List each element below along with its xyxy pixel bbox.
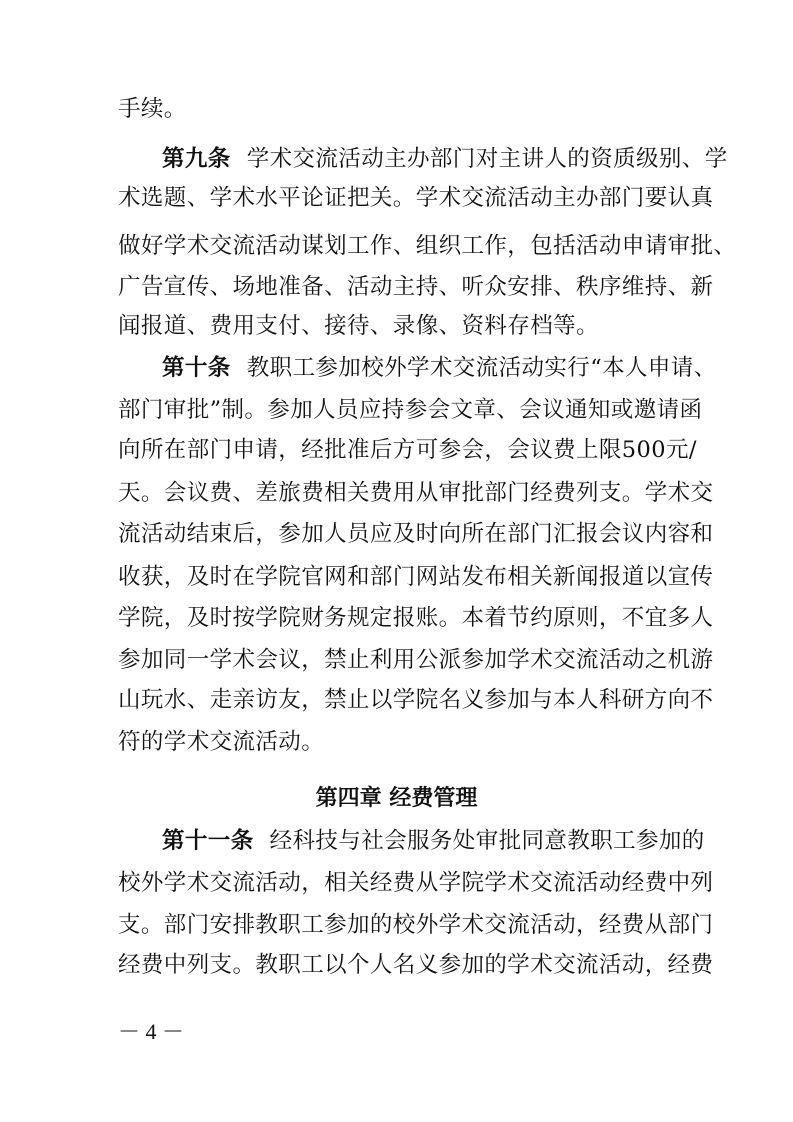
paragraph-line: 广告宣传、场地准备、活动主持、听众安排、秩序维持、新 [118,274,714,300]
article-10-heading: 第十条 [162,355,231,381]
paragraph-line: 教职工参加校外学术交流活动实行“本人申请、 [246,355,717,381]
paragraph-line: 闻报道、费用支付、接待、录像、资料存档等。 [118,313,599,339]
article-9-heading: 第九条 [162,146,231,172]
paragraph-line: 流活动结束后，参加人员应及时向所在部门汇报会议内容和 [118,521,714,547]
paragraph-line: 山玩水、走亲访友，禁止以学院名义参加与本人科研方向不 [118,687,714,713]
article-9-first-line [162,144,728,174]
paragraph-line: 符的学术交流活动。 [118,729,325,755]
paragraph-line: 参加同一学术会议，禁止利用公派参加学术交流活动之机游 [118,647,714,673]
paragraph-line: 手续。 [118,96,187,122]
paragraph-line: 经费中列支。教职工以个人名义参加的学术交流活动，经费 [118,952,714,978]
paragraph-line: 经科技与社会服务处审批同意教职工参加的 [269,828,705,854]
paragraph-line: 天。会议费、差旅费相关费用从审批部门经费列支。学术交 [118,480,714,506]
article-10-first-line [162,353,717,383]
paragraph-line: 做好学术交流活动谋划工作、组织工作，包括活动申请审批、 [118,233,737,259]
paragraph-line: 学术交流活动主办部门对主讲人的资质级别、学 [246,146,728,172]
chapter-heading: 第四章 经费管理 [315,786,478,811]
paragraph-line: 学院，及时按学院财务规定报账。本着节约原则，不宜多人 [118,605,714,631]
paragraph-line: 部门审批”制。参加人员应持参会文章、会议通知或邀请函 [118,397,703,423]
paragraph-line: 支。部门安排教职工参加的校外学术交流活动，经费从部门 [118,912,714,938]
page-number: － 4 － [118,1019,185,1044]
paragraph-line: 收获，及时在学院官网和部门网站发布相关新闻报道以宣传 [118,564,714,590]
paragraph-line: 校外学术交流活动，相关经费从学院学术交流活动经费中列 [118,870,714,896]
paragraph-line: 术选题、学术水平论证把关。学术交流活动主办部门要认真 [118,185,714,211]
article-11-first-line [162,826,705,856]
paragraph-line: 向所在部门申请，经批准后方可参会，会议费上限500元/ [118,437,697,463]
article-11-heading: 第十一条 [162,828,254,854]
